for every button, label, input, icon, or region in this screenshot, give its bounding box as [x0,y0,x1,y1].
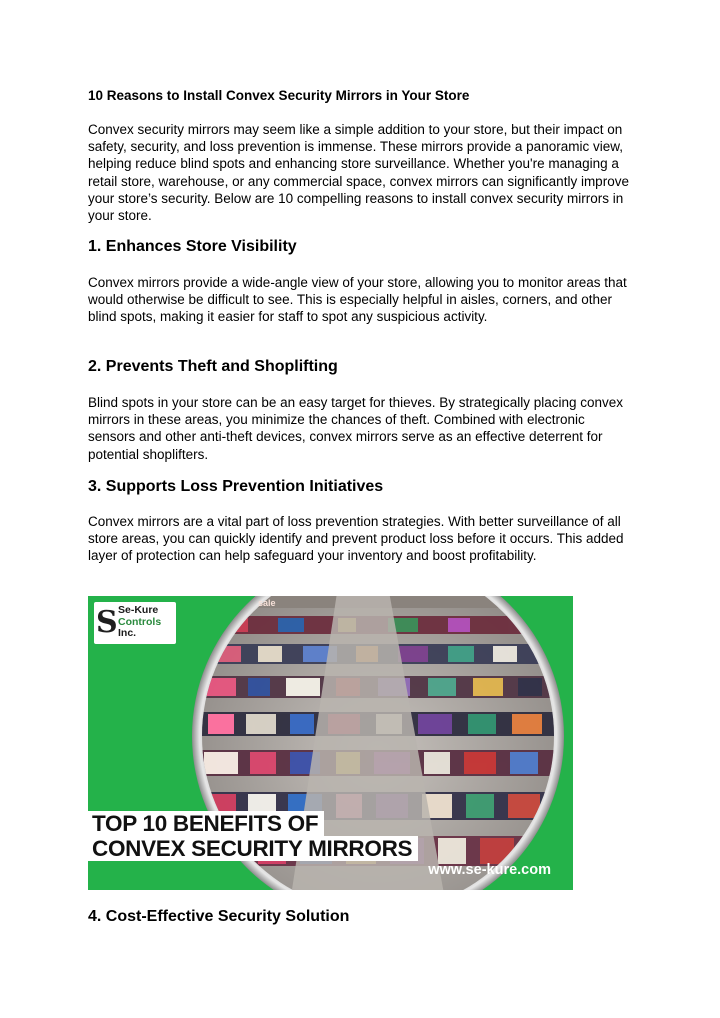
banner-website-url: www.se-kure.com [428,862,551,878]
document-title: 10 Reasons to Install Convex Security Mirrors in Your Store [88,88,470,103]
sale-sign: sale [258,598,276,608]
section-body-1: Convex mirrors provide a wide-angle view of your store, allowing you to monitor areas that would otherwise be difficult to see. This is especially helpful in aisles, corners, and other blind spots, making it easier for staff to spot any suspicious activity. [88,275,627,325]
logo-line-1: Se-Kure [118,604,159,616]
logo-line-3: Inc. [118,627,137,639]
section-heading-4: 4. Cost-Effective Security Solution [88,908,350,925]
section-body-3: Convex mirrors are a vital part of loss prevention strategies. With better surveillance of all store areas, you can quickly identify and prevent product loss before it occurs. This added layer of protection can help safeguard your inventory and boost profitability. [88,514,624,564]
intro-paragraph: Convex security mirrors may seem like a simple addition to your store, but their impact on safety, security, and loss prevention is immense. These mirrors provide a panoramic view, helping reduce blind spots and enhancing store surveillance. Whether you're managing a retail store, warehouse, or any commercial space, convex mirrors can significantly improve your store’s security. Below are 10 compelling reasons to install convex security mirrors in your store. [88,122,629,224]
logo-line-2: Controls [118,615,162,628]
section-heading-2: 2. Prevents Theft and Shoplifting [88,358,338,375]
banner-headline [88,811,418,861]
banner-headline-line-2: CONVEX SECURITY MIRRORS [88,836,418,861]
logo-text [118,605,161,640]
section-heading-1: 1. Enhances Store Visibility [88,238,297,255]
logo-s-mark: S [96,605,118,640]
banner-headline-line-1: TOP 10 BENEFITS OF [88,811,324,836]
section-heading-3: 3. Supports Loss Prevention Initiatives [88,478,384,495]
banner-image [88,596,573,890]
company-logo [94,602,176,644]
section-body-2: Blind spots in your store can be an easy target for thieves. By strategically placing convex mirrors in these areas, you minimize the chances of theft. Combined with electronic sensors and other anti-theft devices, convex mirrors serve as an effective deterrent for potential shoplifters. [88,395,624,462]
